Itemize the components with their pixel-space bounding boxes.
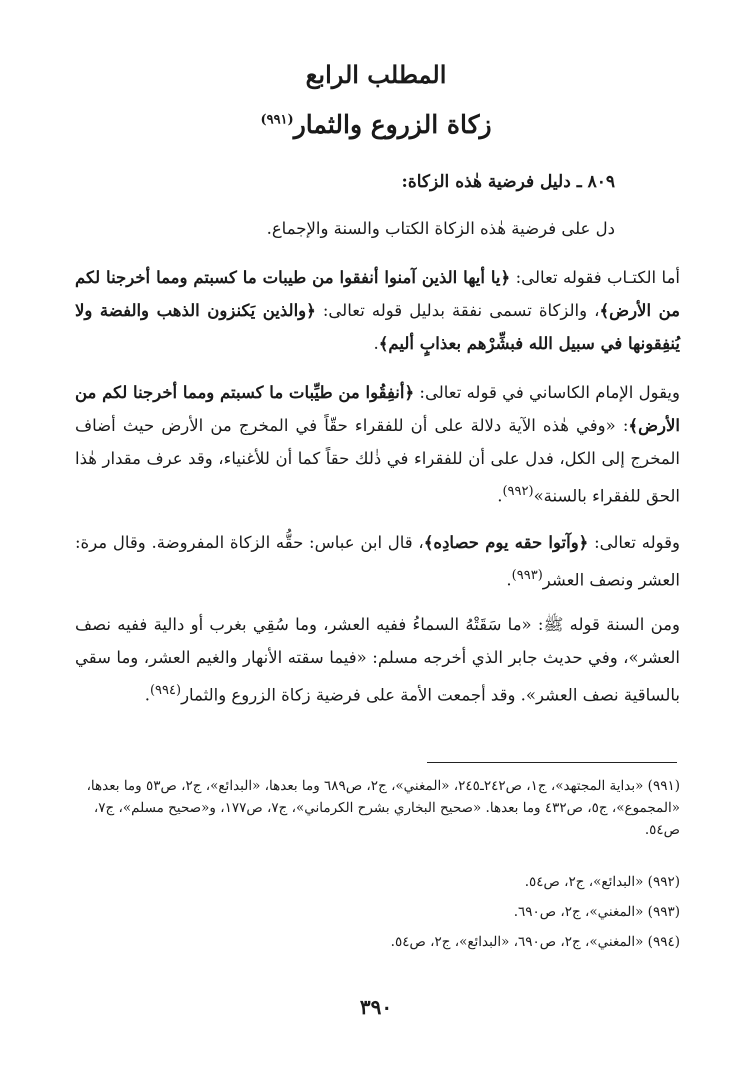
- para4-text-c: ، قال ابن عباس: حقُّه الزكاة المفروضة. وقال مرة: العشر ونصف العشر: [75, 533, 680, 590]
- para5-text-d: .: [144, 685, 150, 705]
- para4-text-a: وقوله تعالى:: [588, 533, 680, 552]
- paragraph-2: [75, 261, 680, 360]
- para2-text-c: ، والزكاة تسمى نفقة بدليل قوله تعالى:: [315, 301, 600, 320]
- quran-quote-3: ﴿أنفِقُوا من طيِّبات ما كسبتم ومما أخرجنا لكم من الأرض﴾: [75, 383, 680, 435]
- footnote-993: (٩٩٣) «المغني»، ج٢، ص٦٩٠.: [513, 904, 680, 920]
- paragraph-5: [75, 608, 680, 712]
- quran-quote-4: ﴿وآتوا حقه يوم حصادِه﴾: [423, 533, 589, 552]
- footnote-ref-992: (٩٩٢): [502, 484, 534, 499]
- para2-text-e: .: [373, 334, 379, 353]
- numbered-heading: ٨٠٩ ـ دليل فرضية هٰذه الزكاة:: [401, 172, 615, 192]
- footnote-992: (٩٩٢) «البدائع»، ج٢، ص٥٤.: [524, 874, 680, 890]
- paragraph-3: [75, 376, 680, 513]
- para2-text-a: أما الكتـاب فقوله تعالى:: [510, 268, 681, 287]
- para3-text-d: .: [497, 486, 503, 506]
- footnote-divider: [427, 762, 677, 763]
- chapter-subtitle: [0, 110, 752, 139]
- footnote-ref-991: (٩٩١): [260, 112, 294, 128]
- paragraph-4: [75, 526, 680, 597]
- subtitle-text: زكاة الزروع والثمار: [293, 110, 492, 139]
- para3-text-a: ويقول الإمام الكاساني في قوله تعالى:: [414, 383, 680, 402]
- quran-quote-1: ﴿يا أيها الذين آمنوا أنفقوا من طيبات ما كسبتم ومما أخرجنا لكم من الأرض﴾: [75, 268, 681, 320]
- para5-text-a: ومن السنة قوله ﷺ: «ما سَقَتْهُ السماءُ ففيه العشر، وما سُقِي بغرب أو دالية ففيه نصف العشر»، وفي حديث جابر الذي أخرجه مسلم: «فيما سقته الأنهار والغيم العشر، وما سقي بالساقية نصف العشر». وقد أجمعت الأمة على فرضية زكاة الزروع والثمار: [75, 615, 680, 705]
- footnote-ref-994: (٩٩٤): [149, 683, 182, 698]
- paragraph-1: دل على فرضية هٰذه الزكاة الكتاب والسنة والإجماع.: [266, 219, 615, 238]
- section-title: المطلب الرابع: [305, 60, 447, 89]
- footnote-ref-993: (٩٩٣): [511, 568, 543, 583]
- footnote-994: (٩٩٤) «المغني»، ج٢، ص٦٩٠، «البدائع»، ج٢، ص٥٤.: [390, 934, 680, 950]
- page-number: ٣٩٠: [359, 995, 393, 1019]
- para3-text-c: : «وفي هٰذه الآية دلالة على أن للفقراء حقّاً في المخرج من الأرض حيث أضاف المخرج إلى الكل، فدل على أن للفقراء في ذٰلك حقاً كما أن للأغنياء، وقد عرف مقدار هٰذا الحق للفقراء بالسنة»: [75, 416, 680, 506]
- para4-text-d: .: [506, 570, 512, 590]
- footnote-991: (٩٩١) «بداية المجتهد»، ج١، ص٢٤٢ـ٢٤٥، «المغني»، ج٢، ص٦٨٩ وما بعدها، «البدائع»، ج٢، ص٥٣ وما بعدها، «المجموع»، ج٥، ص٤٣٢ وما بعدها. «صحيح البخاري بشرح الكرماني»، ج٧، ص١٧٧، و«صحيح مسلم»، ج٧، ص٥٤.: [86, 778, 680, 838]
- quran-quote-2: ﴿والذين يَكنزون الذهب والفضة ولا يُنفِقونها في سبيل الله فبشِّرْهم بعذابٍ أليم﴾: [75, 301, 680, 353]
